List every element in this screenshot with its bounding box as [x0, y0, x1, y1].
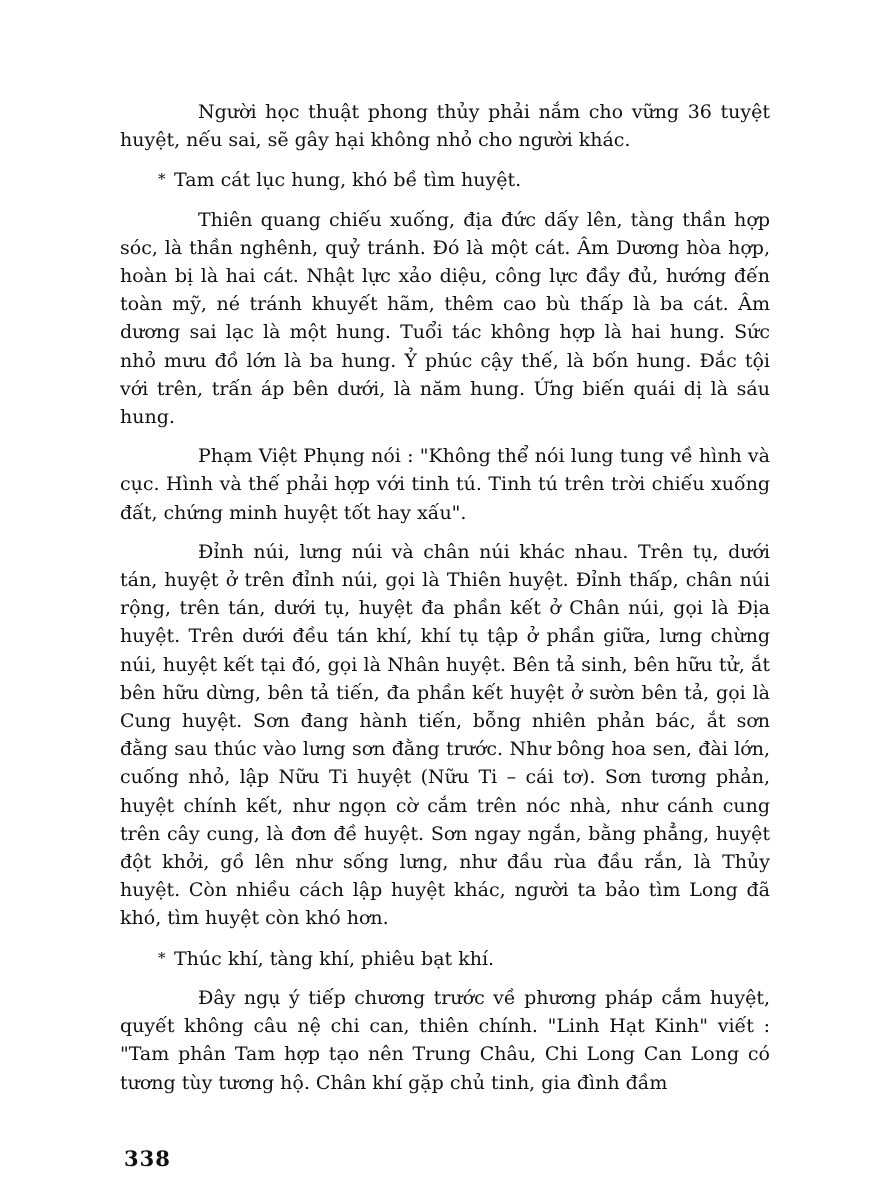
paragraph-day-ngu-y: Đây ngụ ý tiếp chương trước về phương pháp cắm huyệt, quyết không câu nệ chi can, thiên chính. "Linh Hạt Kinh" viết : "Tam phân Tam hợp tạo nên Trung Châu, Chi Long Can Long có tương tùy tương hộ. Chân khí gặp chủ tinh, gia đình đầm [120, 986, 770, 1094]
bullet-text: Tam cát lục hung, khó bề tìm huyệt. [174, 169, 522, 192]
bullet-star-icon: * [158, 170, 166, 189]
bullet-text: Thúc khí, tàng khí, phiêu bạt khí. [174, 947, 495, 970]
page-number: 338 [124, 1146, 171, 1171]
bullet-thuc-khi [120, 944, 770, 973]
bullet-tam-cat-luc-hung [120, 165, 770, 194]
paragraph-pham-viet-phung: Phạm Việt Phụng nói : "Không thể nói lung tung về hình và cục. Hình và thế phải hợp với tinh tú. Tinh tú trên trời chiếu xuống đất, chứng minh huyệt tốt hay xấu". [120, 445, 770, 524]
paragraph-thien-quang: Thiên quang chiếu xuống, địa đức dấy lên, tàng thần hợp sóc, là thần nghênh, quỷ tránh. Đó là một cát. Âm Dương hòa hợp, hoàn bị là hai cát. Nhật lực xảo diệu, công lực đầy đủ, hướng đến toàn mỹ, né tránh khuyết hãm, thêm cao bù thấp là ba cát. Âm dương sai lạc là một hung. Tuổi tác không hợp là hai hung. Sức nhỏ mưu đồ lớn là ba hung. Ỷ phúc cậy thế, là bốn hung. Đắc tội với trên, trấn áp bên dưới, là năm hung. Ứng biến quái dị là sáu hung. [120, 208, 770, 429]
paragraph-dinh-nui: Đỉnh núi, lưng núi và chân núi khác nhau. Trên tụ, dưới tán, huyệt ở trên đỉnh núi, gọi là Thiên huyệt. Đỉnh thấp, chân núi rộng, trên tán, dưới tụ, huyệt đa phần kết ở Chân núi, gọi là Địa huyệt. Trên dưới đều tán khí, khí tụ tập ở phần giữa, lưng chừng núi, huyệt kết tại đó, gọi là Nhân huyệt. Bên tả sinh, bên hữu tử, ắt bên hữu dừng, bên tả tiến, đa phần kết huyệt ở sườn bên tả, gọi là Cung huyệt. Sơn đang hành tiến, bỗng nhiên phản bác, ắt sơn đằng sau thúc vào lưng sơn đằng trước. Như bông hoa sen, đài lớn, cuống nhỏ, lập Nữu Ti huyệt (Nữu Ti – cái tơ). Sơn tương phản, huyệt chính kết, như ngọn cờ cắm trên nóc nhà, như cánh cung trên cây cung, là đơn đề huyệt. Sơn ngay ngắn, bằng phẳng, huyệt đột khởi, gồ lên như sống lưng, như đầu rùa đầu rắn, là Thủy huyệt. Còn nhiều cách lập huyệt khác, người ta bảo tìm Long đã khó, tìm huyệt còn khó hơn. [120, 540, 770, 930]
paragraph-intro: Người học thuật phong thủy phải nắm cho vững 36 tuyệt huyệt, nếu sai, sẽ gây hại không nhỏ cho người khác. [120, 101, 770, 152]
page-body [120, 98, 770, 1178]
bullet-star-icon: * [158, 948, 166, 967]
